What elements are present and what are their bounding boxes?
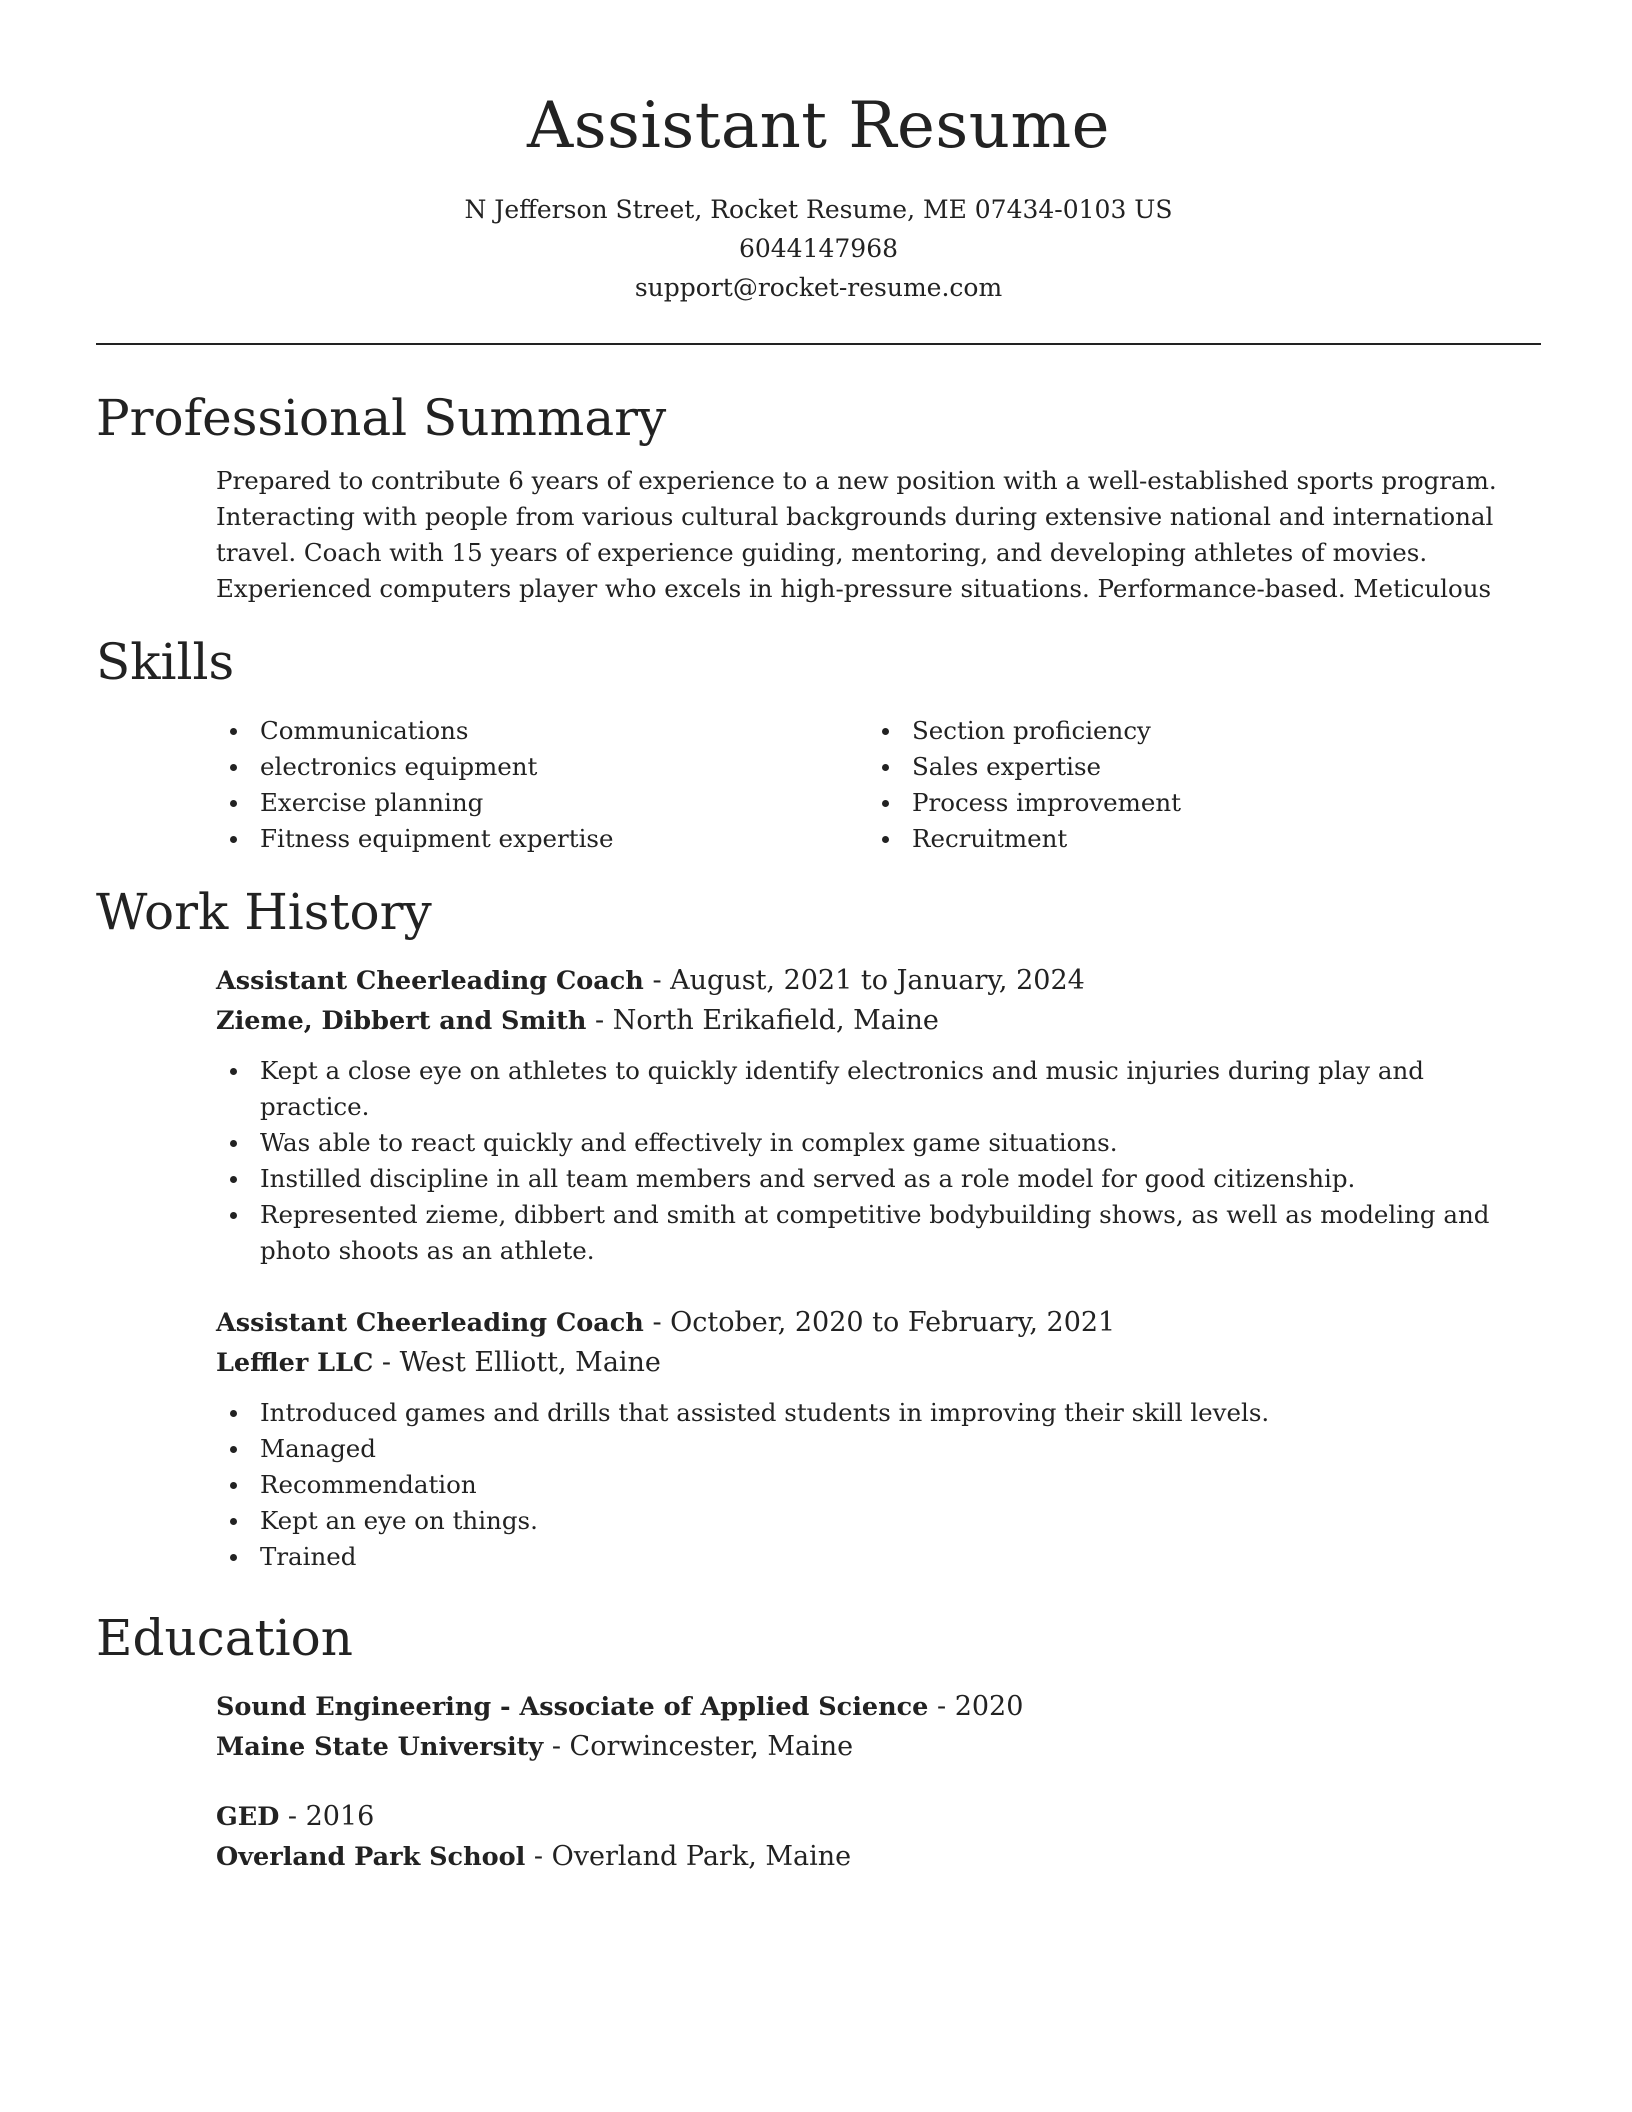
job-employer: Leffler LLC <box>216 1348 374 1378</box>
skills-column-left <box>216 713 868 857</box>
education-school: Maine State University <box>216 1732 544 1762</box>
job-title-line <box>216 961 1541 1001</box>
skills-section <box>96 629 1541 857</box>
job-employer: Zieme, Dibbert and Smith <box>216 1006 587 1036</box>
job-duty: Trained <box>216 1539 1541 1575</box>
job-duty: Was able to react quickly and effectively in complex game situations. <box>216 1125 1541 1161</box>
job-duties <box>216 1395 1541 1575</box>
job-employer-line <box>216 1001 1541 1041</box>
resume-header <box>96 0 1541 307</box>
summary-title: Professional Summary <box>96 389 667 447</box>
skill-item: Sales expertise <box>868 749 1520 785</box>
work-history-title: Work History <box>96 883 432 941</box>
job-employer-line <box>216 1343 1541 1383</box>
job-duty: Managed <box>216 1431 1541 1467</box>
education-entry <box>216 1797 1541 1877</box>
job-duty: Instilled discipline in all team members and served as a role model for good citizenship. <box>216 1161 1541 1197</box>
education-title: Education <box>96 1609 353 1667</box>
job-dates: - October, 2020 to February, 2021 <box>643 1307 1116 1338</box>
resume-page <box>96 0 1541 1877</box>
education-school-line <box>216 1837 1541 1877</box>
phone: 6044147968 <box>738 234 899 263</box>
resume-name: Assistant Resume <box>526 89 1111 163</box>
skill-item: Fitness equipment expertise <box>216 821 868 857</box>
education-degree-line <box>216 1687 1541 1727</box>
job-location: - West Elliott, Maine <box>373 1347 661 1378</box>
contact-info <box>96 190 1541 307</box>
job-role: Assistant Cheerleading Coach <box>216 1308 644 1338</box>
job-duty: Represented zieme, dibbert and smith at competitive bodybuilding shows, as well as modeling and photo shoots as an athlete. <box>216 1197 1541 1269</box>
job-duty: Recommendation <box>216 1467 1541 1503</box>
job-duty: Kept an eye on things. <box>216 1503 1541 1539</box>
email: support@rocket-resume.com <box>634 273 1003 302</box>
education-location: - Overland Park, Maine <box>525 1841 852 1872</box>
education-year: - 2020 <box>928 1691 1024 1722</box>
skills-column-right <box>868 713 1520 857</box>
education-school-line <box>216 1727 1541 1767</box>
job-duties <box>216 1053 1541 1269</box>
skill-item: Section proficiency <box>868 713 1520 749</box>
skill-item: Process improvement <box>868 785 1520 821</box>
education-entry <box>216 1687 1541 1767</box>
address: N Jefferson Street, Rocket Resume, ME 07434-0103 US <box>464 195 1173 224</box>
job-location: - North Erikafield, Maine <box>586 1005 939 1036</box>
job-duty: Kept a close eye on athletes to quickly identify electronics and music injuries during play and practice. <box>216 1053 1541 1125</box>
job-duty: Introduced games and drills that assisted students in improving their skill levels. <box>216 1395 1541 1431</box>
skills-title: Skills <box>96 633 235 691</box>
education-degree-line <box>216 1797 1541 1837</box>
education-section <box>96 1605 1541 1877</box>
job-title-line <box>216 1303 1541 1343</box>
skill-item: Communications <box>216 713 868 749</box>
header-divider <box>96 343 1541 345</box>
education-degree: Sound Engineering - Associate of Applied Science <box>216 1692 929 1722</box>
education-degree: GED <box>216 1802 280 1832</box>
summary-text: Prepared to contribute 6 years of experience to a new position with a well-established sports program. Interacting with people from various cultural backgrounds during extensive national and international travel. Coach with 15 years of experience guiding, mentoring, and developing athletes of movies. Experienced computers player who excels in high-pressure situations. Performance-based. Meticulous <box>216 466 1497 603</box>
skill-item: electronics equipment <box>216 749 868 785</box>
summary-section <box>96 385 1541 607</box>
skill-item: Recruitment <box>868 821 1520 857</box>
skill-item: Exercise planning <box>216 785 868 821</box>
education-location: - Corwincester, Maine <box>543 1731 854 1762</box>
job-entry <box>216 1303 1541 1575</box>
education-year: - 2016 <box>279 1801 375 1832</box>
work-history-section <box>96 879 1541 1575</box>
education-school: Overland Park School <box>216 1842 526 1872</box>
job-entry <box>216 961 1541 1269</box>
job-role: Assistant Cheerleading Coach <box>216 966 644 996</box>
job-dates: - August, 2021 to January, 2024 <box>643 965 1085 996</box>
skills-columns <box>216 713 1541 857</box>
